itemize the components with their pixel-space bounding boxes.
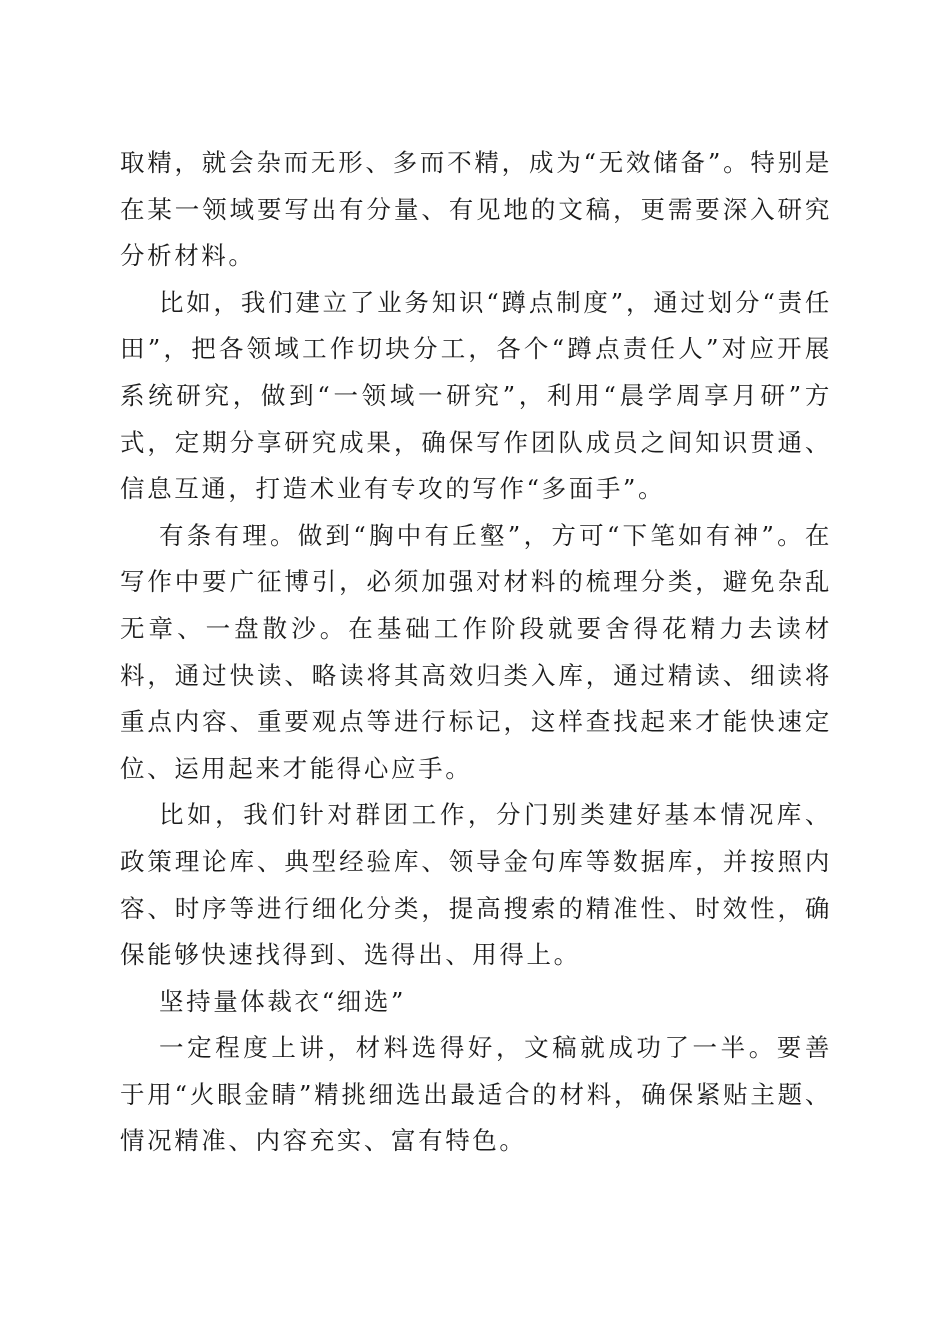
paragraph: 一定程度上讲，材料选得好，文稿就成功了一半。要善于用“火眼金睛”精挑细选出最适合的材料，确保紧贴主题、情况精准、内容充实、富有特色。 xyxy=(120,1033,832,1156)
paragraph: 取精，就会杂而无形、多而不精，成为“无效储备”。特别是在某一领域要写出有分量、有见地的文稿，更需要深入研究分析材料。 xyxy=(120,148,832,271)
paragraph: 比如，我们建立了业务知识“蹲点制度”，通过划分“责任田”，把各领域工作切块分工，各个“蹲点责任人”对应开展系统研究，做到“一领域一研究”，利用“晨学周享月研”方式，定期分享研究成果，确保写作团队成员之间知识贯通、信息互通，打造术业有专攻的写作“多面手”。 xyxy=(120,287,832,504)
paragraph: 比如，我们针对群团工作，分门别类建好基本情况库、政策理论库、典型经验库、领导金句库等数据库，并按照内容、时序等进行细化分类，提高搜索的精准性、时效性，确保能够快速找得到、选得出、用得上。 xyxy=(120,800,832,970)
document-body xyxy=(120,140,832,1165)
paragraph: 有条有理。做到“胸中有丘壑”，方可“下笔如有神”。在写作中要广征博引，必须加强对材料的梳理分类，避免杂乱无章、一盘散沙。在基础工作阶段就要舍得花精力去读材料，通过快读、略读将其高效归类入库，通过精读、细读将重点内容、重要观点等进行标记，这样查找起来才能快速定位、运用起来才能得心应手。 xyxy=(120,520,832,783)
section-heading: 坚持量体裁衣“细选” xyxy=(159,986,407,1016)
